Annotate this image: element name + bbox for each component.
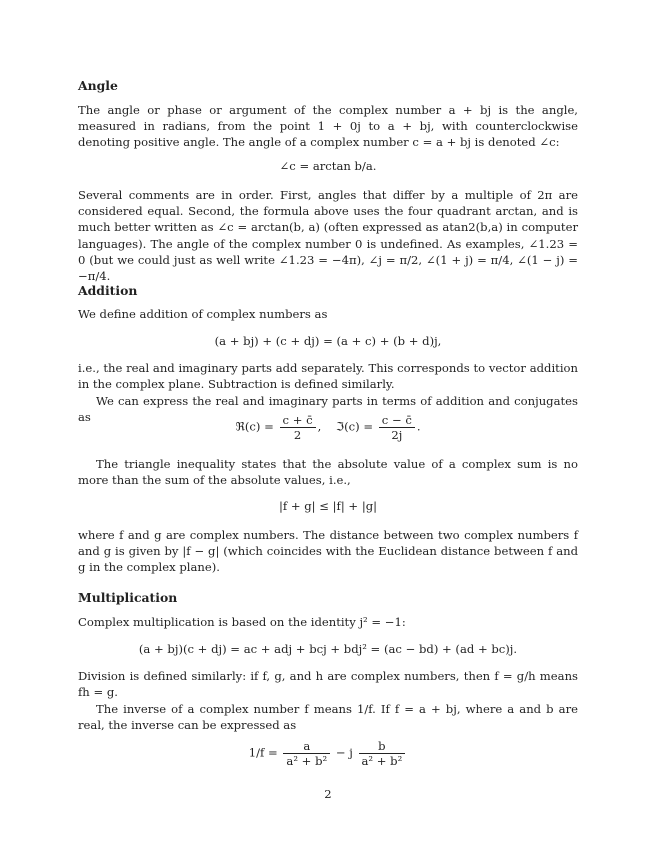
multiplication-paragraph-3: The inverse of a complex number f means 1/f. If f = a + bj, where a and b are real, the inverse can be expressed as <box>78 702 578 733</box>
multiplication-paragraph-1: Complex multiplication is based on the identity j² = −1: <box>78 615 406 629</box>
addition-paragraph-5: where f and g are complex numbers. The distance between two complex numbers f and g is given by |f − g| (which coincides with the Euclidean distance between f and g in the complex plane). <box>78 528 578 575</box>
inverse-fraction-real <box>283 739 330 768</box>
angle-paragraph-2: Several comments are in order. First, angles that differ by a multiple of 2π are considered equal. Second, the formula above uses the four quadrant arctan, and is much better written as ∠c = arctan(b, a) (often expressed as atan2(b,a) in computer languages). The angle of the complex number 0 is undefined. As examples, ∠1.23 = 0 (but we could just as well write ∠1.23 = −4π), ∠j = π/2, ∠(1 + j) = π/4, ∠(1 − j) = −π/4. <box>78 188 578 284</box>
addition-paragraph-3: We can express the real and imaginary parts in terms of addition and conjugates as <box>78 394 578 425</box>
imag-part-numerator: c − c̄ <box>379 413 415 428</box>
real-part-fraction <box>280 413 316 442</box>
triangle-inequality-equation: |f + g| ≤ |f| + |g| <box>278 499 378 513</box>
addition-equation: (a + bj) + (c + dj) = (a + c) + (b + d)j, <box>214 334 442 348</box>
inverse-fraction-imag <box>359 739 406 768</box>
addition-paragraph-1: We define addition of complex numbers as <box>78 307 328 321</box>
multiplication-equation: (a + bj)(c + dj) = ac + adj + bcj + bdj² = (ac − bd) + (ad + bc)j. <box>138 642 518 656</box>
imag-part-lhs: ℑ(c) = <box>336 419 374 434</box>
real-part-denominator: 2 <box>293 428 302 442</box>
inverse-lhs: 1/f = <box>248 745 278 760</box>
inverse-imag-numerator: b <box>359 739 406 754</box>
angle-paragraph-1: The angle or phase or argument of the complex number a + bj is the angle, measured in radians, from the point 1 + 0j to a + bj, with counterclockwise denoting positive angle. The angle of a complex number c = a + bj is denoted ∠c: <box>78 103 578 150</box>
section-heading-addition: Addition <box>78 283 138 298</box>
inverse-equation <box>78 739 578 768</box>
addition-paragraph-4: The triangle inequality states that the absolute value of a complex sum is no more than the sum of the absolute values, i.e., <box>78 457 578 488</box>
inverse-imag-denominator: a² + b² <box>361 754 403 768</box>
page-number: 2 <box>324 787 332 801</box>
addition-paragraph-2: i.e., the real and imaginary parts add separately. This corresponds to vector addition in the complex plane. Subtraction is defined similarly. <box>78 361 578 392</box>
inverse-real-denominator: a² + b² <box>286 754 328 768</box>
imag-part-denominator: 2j <box>391 428 403 442</box>
section-heading-angle: Angle <box>78 78 118 93</box>
real-imag-equation: ℜ(c) = $\frac{c + c̄}{2}$ , ℑ(c) = $\frac{c - c̄}{2j}$ . <box>235 413 421 442</box>
section-heading-multiplication: Multiplication <box>78 590 178 605</box>
angle-equation: ∠c = arctan b/a. <box>279 159 377 173</box>
real-part-lhs: ℜ(c) = <box>235 419 274 434</box>
real-part-numerator: c + c̄ <box>280 413 316 428</box>
inverse-real-numerator: a <box>283 739 330 754</box>
inverse-minus-j: − j <box>335 745 353 760</box>
multiplication-paragraph-2: Division is defined similarly: if f, g, and h are complex numbers, then f = g/h means fh = g. <box>78 669 578 700</box>
imag-part-fraction <box>379 413 415 442</box>
